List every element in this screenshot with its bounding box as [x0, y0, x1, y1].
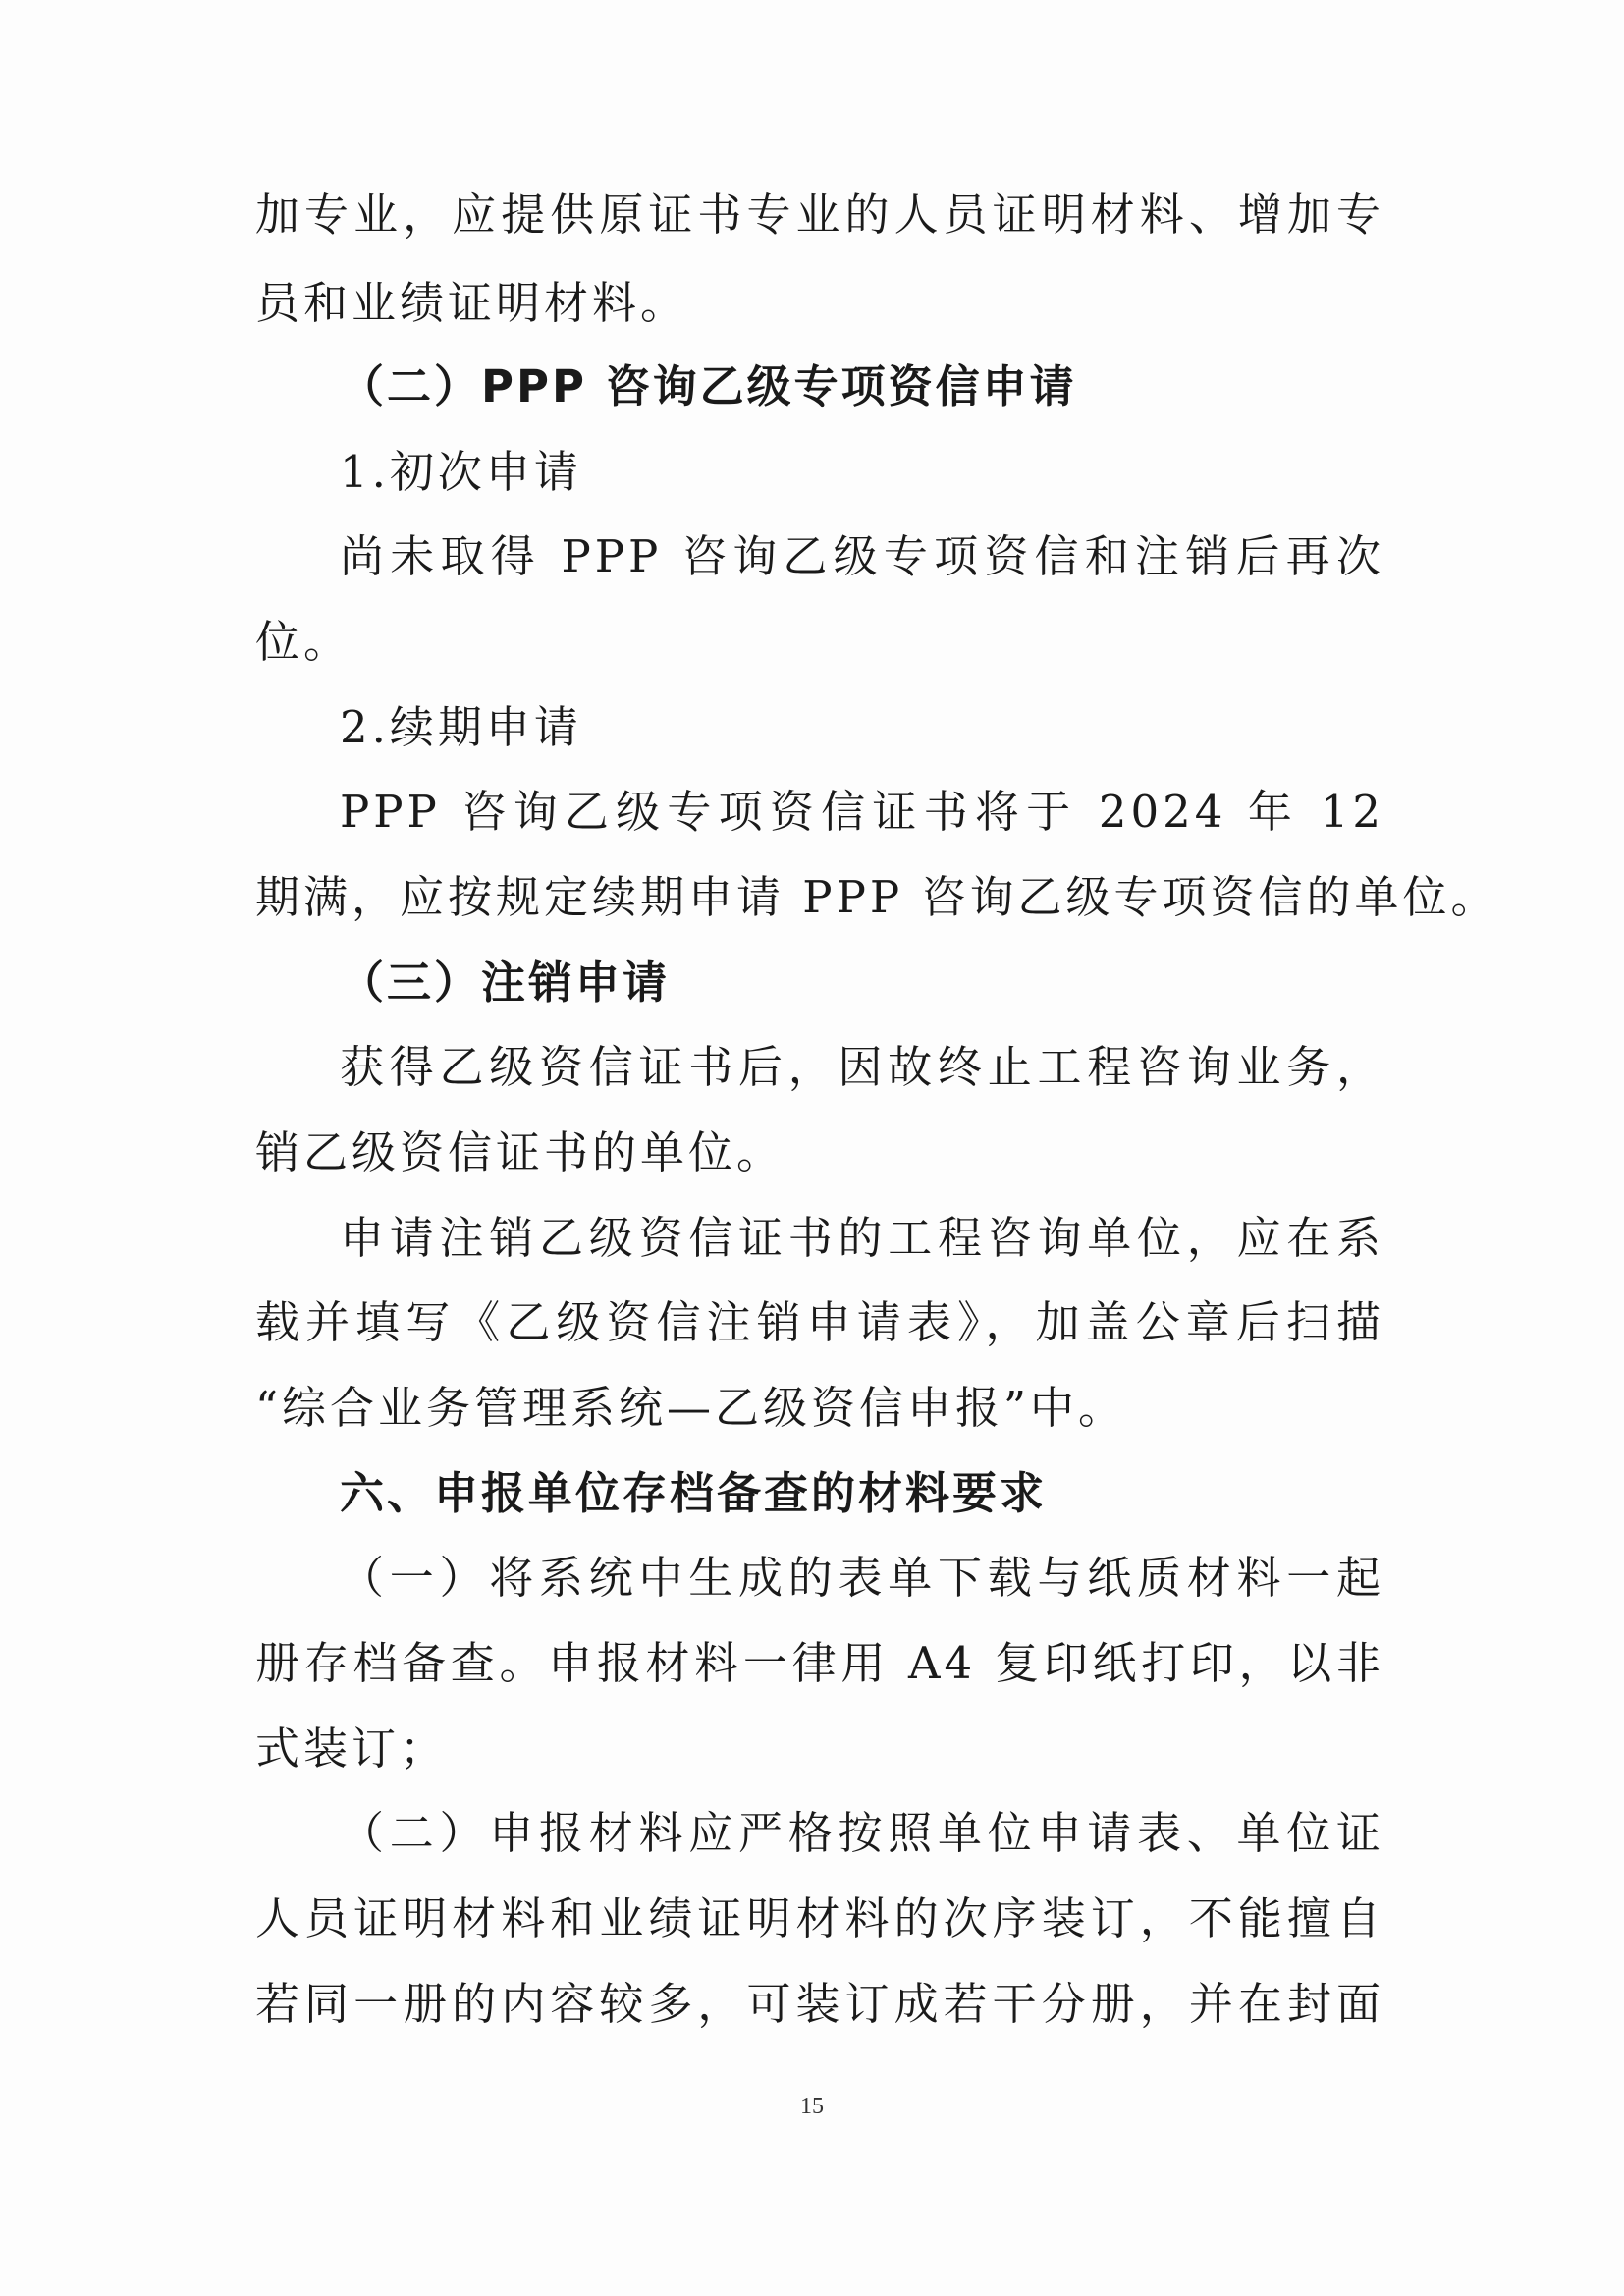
- subsection-heading: 1.初次申请: [340, 446, 582, 498]
- paragraph-line: （一）将系统中生成的表单下载与纸质材料一起: [340, 1552, 1384, 1604]
- chapter-heading: 六、申报单位存档备查的材料要求: [340, 1467, 1048, 1519]
- paragraph-line: 人员证明材料和业绩证明材料的次序装订，不能擅自: [255, 1892, 1384, 1944]
- paragraph-line: 获得乙级资信证书后，因故终止工程咨询业务，: [340, 1041, 1384, 1093]
- paragraph-line: 载并填写《乙级资信注销申请表》，加盖公章后扫描: [255, 1296, 1384, 1348]
- paragraph-line: 申请注销乙级资信证书的工程咨询单位，应在系: [340, 1212, 1384, 1264]
- subsection-heading: 2.续期申请: [340, 701, 582, 753]
- paragraph-line: 员和业绩证明材料。: [255, 277, 689, 329]
- section-heading: （二）PPP 咨询乙级专项资信申请: [340, 360, 1077, 412]
- paragraph-line: 期满，应按规定续期申请 PPP 咨询乙级专项资信的单位。: [255, 871, 1499, 923]
- paragraph-line: PPP 咨询乙级专项资信证书将于 2024 年 12: [340, 786, 1384, 838]
- paragraph-line: 加专业，应提供原证书专业的人员证明材料、增加专: [255, 189, 1384, 241]
- paragraph-line: （二）申报材料应严格按照单位申请表、单位证: [340, 1807, 1384, 1859]
- page-number: 15: [800, 2094, 824, 2119]
- paragraph-line: 尚未取得 PPP 咨询乙级专项资信和注销后再次: [340, 530, 1384, 582]
- paragraph-line: 册存档备查。申报材料一律用 A4 复印纸打印，以非: [255, 1637, 1384, 1689]
- paragraph-line: 若同一册的内容较多，可装订成若干分册，并在封面: [255, 1978, 1384, 2030]
- paragraph-line: 销乙级资信证书的单位。: [255, 1126, 785, 1178]
- paragraph-line: “综合业务管理系统—乙级资信申报”中。: [255, 1382, 1127, 1434]
- paragraph-line: 式装订；: [255, 1722, 449, 1775]
- section-heading: （三）注销申请: [340, 957, 671, 1009]
- paragraph-line: 位。: [255, 616, 352, 668]
